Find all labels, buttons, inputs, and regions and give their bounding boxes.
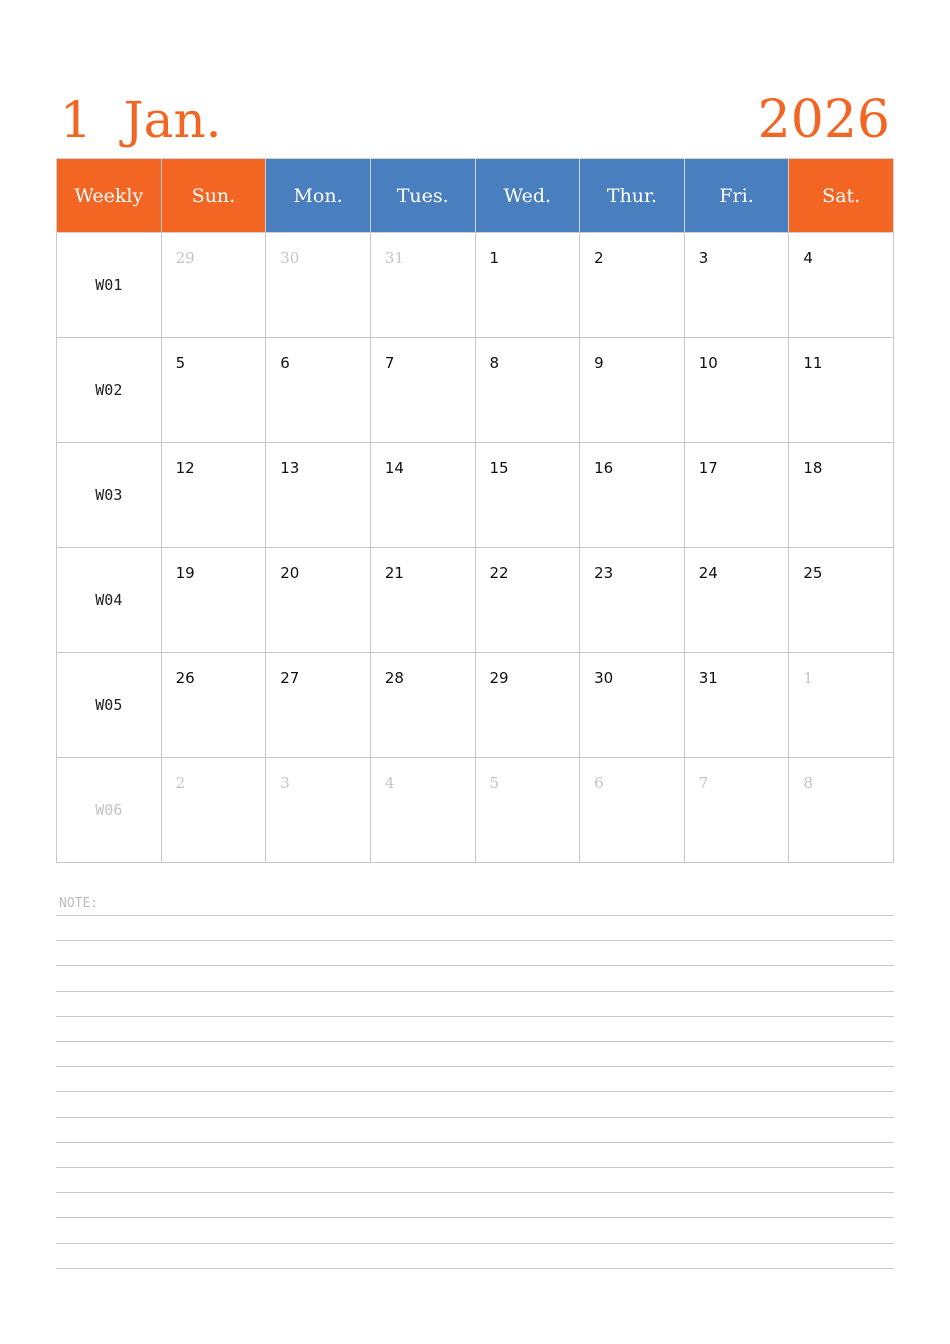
day-cell[interactable] (789, 443, 894, 548)
note-line (56, 1167, 894, 1168)
note-line (56, 1016, 894, 1017)
note-line (56, 1192, 894, 1193)
note-line (56, 1117, 894, 1118)
column-header-fri: Fri. (684, 159, 789, 233)
day-number: 30 (594, 669, 614, 687)
day-cell[interactable] (161, 758, 266, 863)
day-cell[interactable] (161, 233, 266, 338)
day-cell[interactable] (789, 653, 894, 758)
day-cell[interactable] (684, 338, 789, 443)
day-number: 19 (175, 564, 195, 582)
day-number: 18 (803, 459, 823, 477)
day-cell[interactable] (370, 758, 475, 863)
day-number: 17 (698, 459, 718, 477)
day-cell[interactable] (580, 758, 685, 863)
week-row (57, 338, 894, 443)
day-cell[interactable] (370, 653, 475, 758)
day-cell[interactable] (475, 653, 580, 758)
weekday-header-row (57, 159, 894, 233)
day-cell[interactable] (161, 653, 266, 758)
day-number: 3 (698, 249, 709, 267)
day-number: 8 (803, 774, 813, 792)
day-number: 28 (384, 669, 404, 687)
week-row (57, 653, 894, 758)
day-cell[interactable] (580, 233, 685, 338)
day-cell[interactable] (475, 233, 580, 338)
day-number: 24 (698, 564, 718, 582)
day-cell[interactable] (475, 443, 580, 548)
day-cell[interactable] (266, 338, 371, 443)
day-cell[interactable] (789, 233, 894, 338)
day-number: 12 (175, 459, 195, 477)
day-number: 11 (803, 354, 823, 372)
day-number: 25 (803, 564, 823, 582)
day-cell[interactable] (684, 233, 789, 338)
note-line (56, 1243, 894, 1244)
week-label: W06 (57, 758, 162, 863)
day-number: 9 (594, 354, 604, 372)
week-label: W04 (57, 548, 162, 653)
day-cell[interactable] (161, 338, 266, 443)
calendar-grid (56, 158, 894, 863)
day-cell[interactable] (789, 338, 894, 443)
notes-label: NOTE: (59, 896, 99, 911)
day-cell[interactable] (684, 548, 789, 653)
day-cell[interactable] (475, 338, 580, 443)
day-number: 30 (280, 249, 300, 267)
day-cell[interactable] (370, 338, 475, 443)
note-line (56, 1217, 894, 1218)
day-cell[interactable] (370, 548, 475, 653)
week-row (57, 548, 894, 653)
day-number: 29 (175, 249, 195, 267)
day-cell[interactable] (475, 758, 580, 863)
note-line (56, 991, 894, 992)
note-line (56, 1142, 894, 1143)
column-header-sat: Sat. (789, 159, 894, 233)
day-cell[interactable] (266, 653, 371, 758)
day-cell[interactable] (266, 758, 371, 863)
day-number: 14 (384, 459, 404, 477)
day-cell[interactable] (370, 443, 475, 548)
day-number: 2 (594, 249, 604, 267)
day-number: 31 (384, 249, 404, 267)
day-number: 4 (803, 249, 813, 267)
day-number: 8 (489, 354, 500, 372)
day-number: 2 (175, 774, 186, 792)
day-cell[interactable] (580, 548, 685, 653)
column-header-tues: Tues. (370, 159, 475, 233)
column-header-weekly: Weekly (57, 159, 162, 233)
day-number: 20 (280, 564, 300, 582)
week-row (57, 443, 894, 548)
day-cell[interactable] (266, 233, 371, 338)
day-cell[interactable] (789, 758, 894, 863)
day-number: 4 (384, 774, 395, 792)
month-title: 1 Jan. (60, 91, 222, 149)
note-line (56, 1066, 894, 1067)
day-number: 13 (280, 459, 300, 477)
day-number: 7 (698, 774, 709, 792)
day-number: 5 (175, 354, 186, 372)
day-number: 16 (594, 459, 614, 477)
day-cell[interactable] (161, 443, 266, 548)
day-cell[interactable] (370, 233, 475, 338)
note-line (56, 965, 894, 966)
day-cell[interactable] (161, 548, 266, 653)
note-line (56, 915, 894, 916)
note-line (56, 1268, 894, 1269)
day-cell[interactable] (580, 653, 685, 758)
day-cell[interactable] (580, 338, 685, 443)
day-number: 21 (384, 564, 404, 582)
week-label: W05 (57, 653, 162, 758)
day-number: 31 (698, 669, 718, 687)
day-number: 7 (384, 354, 395, 372)
day-number: 27 (280, 669, 300, 687)
day-number: 6 (280, 354, 290, 372)
day-number: 10 (698, 354, 718, 372)
day-number: 3 (280, 774, 290, 792)
day-cell[interactable] (789, 548, 894, 653)
day-number: 1 (803, 669, 813, 687)
week-label: W01 (57, 233, 162, 338)
week-row (57, 758, 894, 863)
day-number: 23 (594, 564, 614, 582)
calendar-body (57, 233, 894, 863)
column-header-thur: Thur. (580, 159, 685, 233)
column-header-wed: Wed. (475, 159, 580, 233)
day-cell[interactable] (580, 443, 685, 548)
week-label: W02 (57, 338, 162, 443)
day-number: 22 (489, 564, 509, 582)
day-cell[interactable] (475, 548, 580, 653)
day-number: 1 (489, 249, 500, 267)
day-number: 5 (489, 774, 500, 792)
column-header-sun: Sun. (161, 159, 266, 233)
day-cell[interactable] (266, 548, 371, 653)
day-number: 29 (489, 669, 509, 687)
day-cell[interactable] (684, 653, 789, 758)
note-line (56, 1041, 894, 1042)
year-title: 2026 (757, 90, 890, 150)
day-number: 6 (594, 774, 604, 792)
note-line (56, 1091, 894, 1092)
column-header-mon: Mon. (266, 159, 371, 233)
day-number: 26 (175, 669, 195, 687)
note-line (56, 940, 894, 941)
week-label: W03 (57, 443, 162, 548)
day-number: 15 (489, 459, 509, 477)
day-cell[interactable] (684, 758, 789, 863)
week-row (57, 233, 894, 338)
day-cell[interactable] (266, 443, 371, 548)
day-cell[interactable] (684, 443, 789, 548)
